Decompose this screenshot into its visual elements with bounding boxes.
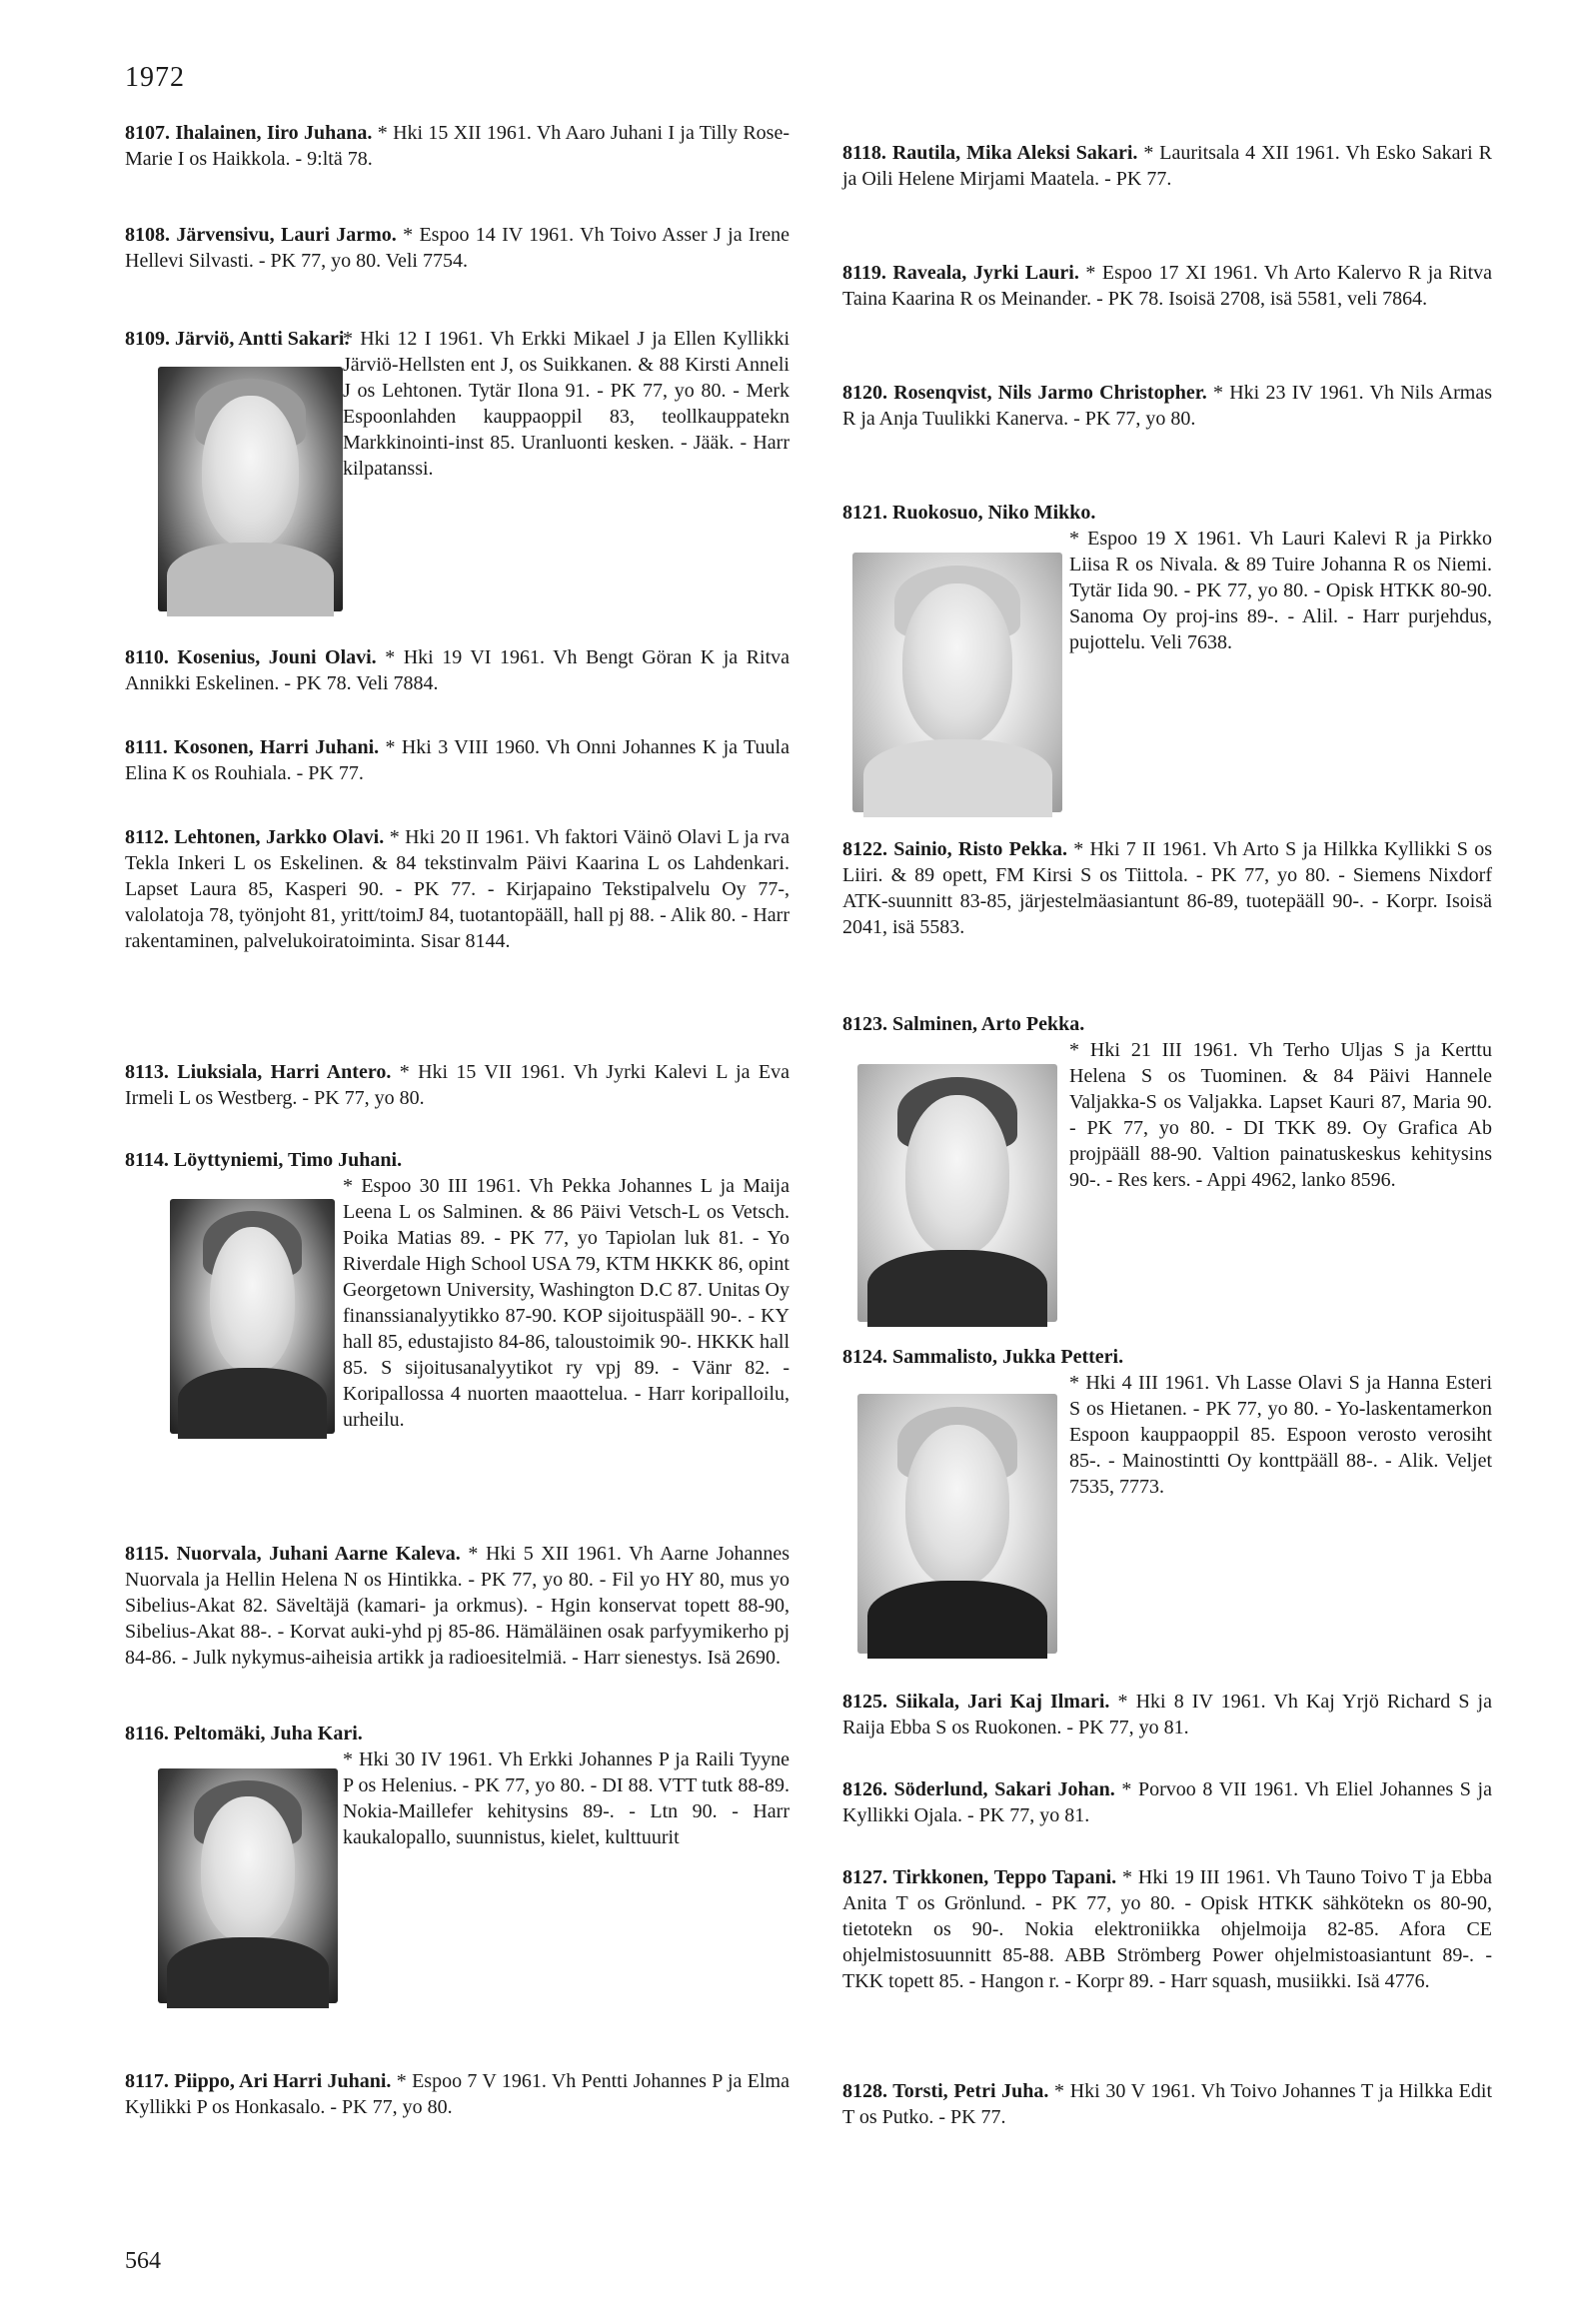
entry-8117 bbox=[125, 2068, 790, 2120]
entry-text: * Espoo 14 IV 1961. Vh Toivo Asser J ja Irene Hellevi Silvasti. - PK 77, yo 80. Veli 7754. bbox=[125, 224, 791, 272]
entry-text: * Hki 19 VI 1961. Vh Bengt Göran K ja Ritva Annikki Eskelinen. - PK 78. Veli 7884. bbox=[125, 646, 790, 694]
entry-text: * Hki 21 III 1961. Vh Terho Uljas S ja Kerttu Helena S os Tuominen. & 84 Päivi Hannele Valjakka-S os Valjakka. Lapset Kauri 87, Maria 90. - PK 77, yo 80. - DI TKK 89. Oy Grafica Ab projpääll 88-90. Valtion painatuskeskus kehitysins 90-. - Res kers. - Appi 4962, lanko 8596. bbox=[1069, 1039, 1492, 1191]
entry-text: * Porvoo 8 VII 1961. Vh Eliel Johannes S ja Kyllikki Ojala. - PK 77, yo 81. bbox=[842, 1778, 1492, 1826]
entry-8122 bbox=[842, 836, 1492, 940]
entry-name: 8110. Kosenius, Jouni Olavi. bbox=[125, 646, 377, 668]
entry-name: 8118. Rautila, Mika Aleksi Sakari. bbox=[842, 142, 1138, 164]
entry-text: * Hki 3 VIII 1960. Vh Onni Johannes K ja Tuula Elina K os Rouhiala. - PK 77. bbox=[125, 736, 790, 784]
entry-text: * Espoo 19 X 1961. Vh Lauri Kalevi R ja Pirkko Liisa R os Nivala. & 89 Tuire Johanna R os Niemi. Tytär Iida 90. - PK 77, yo 80. - Opisk HTKK 80-90. Sanoma Oy proj-ins 89-. - Alil. - Harr purjehdus, pujottelu. Veli 7638. bbox=[1069, 528, 1492, 653]
entry-8121 bbox=[842, 500, 1492, 655]
entry-8125 bbox=[842, 1689, 1492, 1741]
entry-text: * Hki 19 III 1961. Vh Tauno Toivo T ja Ebba Anita T os Grönlund. - PK 77, yo 80. - Opisk HTKK sähkötekn os 80-90, tietotekn os 90-. Nokia elektroniikka ohjelmoija 82-85. Afora CE ohjelmistosuunnitt 85-88. ABB Strömberg Power ohjelmistoasiantunt 89-. - TKK topett 85. - Hangon r. - Korpr 89. - Harr squash, musiikki. Isä 4776. bbox=[842, 1866, 1492, 1992]
entry-8115 bbox=[125, 1541, 790, 1671]
entry-8116 bbox=[125, 1721, 790, 1850]
entry-name: 8113. Liuksiala, Harri Antero. bbox=[125, 1061, 392, 1083]
entry-8111 bbox=[125, 734, 790, 786]
entry-name: 8123. Salminen, Arto Pekka. bbox=[842, 1013, 1085, 1035]
entry-text: * Hki 30 V 1961. Vh Toivo Johannes T ja Hilkka Edit T os Putko. - PK 77. bbox=[842, 2080, 1492, 2128]
entry-text: * Lauritsala 4 XII 1961. Vh Esko Sakari R ja Oili Helene Mirjami Maatela. - PK 77. bbox=[842, 142, 1492, 190]
entry-8113 bbox=[125, 1059, 790, 1111]
entry-name: 8122. Sainio, Risto Pekka. bbox=[842, 838, 1067, 860]
entry-name: 8108. Järvensivu, Lauri Jarmo. bbox=[125, 224, 397, 246]
entry-8112 bbox=[125, 824, 790, 954]
entry-name: 8126. Söderlund, Sakari Johan. bbox=[842, 1778, 1115, 1800]
entry-8110 bbox=[125, 644, 790, 696]
entry-name: 8128. Torsti, Petri Juha. bbox=[842, 2080, 1049, 2102]
entry-text: * Hki 4 III 1961. Vh Lasse Olavi S ja Hanna Esteri S os Hietanen. - PK 77, yo 80. - Yo-laskentamerkon Espoon kauppaoppil 85. Espoon verosto verosiht 85-. - Mainostintti Oy konttpääll 88-. - Alik. Veljet 7535, 7773. bbox=[1069, 1372, 1492, 1498]
entry-name: 8120. Rosenqvist, Nils Jarmo Christopher. bbox=[842, 382, 1207, 404]
entry-8119 bbox=[842, 260, 1492, 312]
entry-text: * Hki 30 IV 1961. Vh Erkki Johannes P ja Raili Tyyne P os Helenius. - PK 77, yo 80. - DI 88. VTT tutk 88-89. Nokia-Maillefer kehitysins 89-. - Ltn 90. - Harr kaukalopallo, suunnistus, kielet, kulttuurit bbox=[343, 1748, 790, 1848]
entry-8109 bbox=[125, 326, 790, 482]
entry-8128 bbox=[842, 2078, 1492, 2130]
entry-name: 8124. Sammalisto, Jukka Petteri. bbox=[842, 1346, 1124, 1368]
entry-8126 bbox=[842, 1776, 1492, 1828]
entry-8118 bbox=[842, 140, 1492, 192]
entry-text: * Hki 20 II 1961. Vh faktori Väinö Olavi L ja rva Tekla Inkeri L os Eskelinen. & 84 tekstinvalm Päivi Kaarina L os Lahdenkari. Lapset Laura 85, Kasperi 90. - PK 77. - Kirjapaino Tekstipalvelu Oy 77-, valolatoja 78, työnjoht 81, yritt/toimJ 84, tuotantopääll, hall pj 88. - Alik 80. - Harr rakentaminen, palvelukoiratoiminta. Sisar 8144. bbox=[125, 826, 791, 952]
entry-8108 bbox=[125, 222, 790, 274]
entry-text: * Hki 15 XII 1961. Vh Aaro Juhani I ja Tilly Rose-Marie I os Haikkola. - 9:ltä 78. bbox=[125, 122, 790, 170]
entry-8107 bbox=[125, 120, 790, 172]
entry-name: 8109. Järviö, Antti Sakari. bbox=[125, 328, 350, 350]
entry-name: 8117. Piippo, Ari Harri Juhani. bbox=[125, 2070, 392, 2092]
entry-text: * Hki 23 IV 1961. Vh Nils Armas R ja Anja Tuulikki Kanerva. - PK 77, yo 80. bbox=[842, 382, 1492, 430]
entry-name: 8119. Raveala, Jyrki Lauri. bbox=[842, 262, 1079, 284]
page-year-header: 1972 bbox=[125, 62, 185, 93]
entry-name: 8127. Tirkkonen, Teppo Tapani. bbox=[842, 1866, 1117, 1888]
entry-name: 8116. Peltomäki, Juha Kari. bbox=[125, 1723, 363, 1744]
entry-name: 8114. Löyttyniemi, Timo Juhani. bbox=[125, 1149, 403, 1171]
entry-name: 8121. Ruokosuo, Niko Mikko. bbox=[842, 502, 1096, 524]
entry-name: 8112. Lehtonen, Jarkko Olavi. bbox=[125, 826, 385, 848]
entry-text: * Hki 8 IV 1961. Vh Kaj Yrjö Richard S ja Raija Ebba S os Ruokonen. - PK 77, yo 81. bbox=[842, 1691, 1492, 1739]
entry-8123 bbox=[842, 1011, 1492, 1193]
entry-text: * Espoo 30 III 1961. Vh Pekka Johannes L ja Maija Leena L os Salminen. & 86 Päivi Vetsch-L os Vetsch. Poika Matias 89. - PK 77, yo Tapiolan luk 81. - Yo Riverdale High School USA 79, KTM HKKK 86, opint Georgetown University, Washington D.C 87. Unitas Oy finanssianalyytikko 87-90. KOP sijoituspääll 90-. - KY hall 85, edustajisto 84-86, taloustoimik 90-. HKKK hall 85. S sijoitusanalyytikot ry vpj 89. - Vänr 82. - Koripallossa 4 nuorten maaottelua. - Harr koripalloilu, urheilu. bbox=[343, 1175, 790, 1431]
entry-8127 bbox=[842, 1864, 1492, 1994]
entry-8120 bbox=[842, 380, 1492, 432]
entry-text: * Hki 15 VII 1961. Vh Jyrki Kalevi L ja Eva Irmeli L os Westberg. - PK 77, yo 80. bbox=[125, 1061, 791, 1109]
entry-text: * Espoo 17 XI 1961. Vh Arto Kalervo R ja Ritva Taina Kaarina R os Meinander. - PK 78. Isoisä 2708, isä 5581, veli 7864. bbox=[842, 262, 1492, 310]
page-number: 564 bbox=[125, 2248, 161, 2274]
entry-8124 bbox=[842, 1344, 1492, 1500]
entry-text: * Hki 7 II 1961. Vh Arto S ja Hilkka Kyllikki S os Liiri. & 89 opett, FM Kirsi S os Tiittola. - PK 77, yo 80. - Siemens Nixdorf ATK-suunnitt 83-85, järjestelmäasiantunt 86-89, tuotepääll 90-. - Korpr. Isoisä 2041, isä 5583. bbox=[842, 838, 1492, 938]
entry-text: * Hki 5 XII 1961. Vh Aarne Johannes Nuorvala ja Hellin Helena N os Hintikka. - PK 77, yo 80. - Fil yo HY 80, mus yo Sibelius-Akat 82. Säveltäjä (kamari- ja orkmus). - Hgin konservat topett 88-90, Sibelius-Akat 88-. - Korvat auki-yhd pj 85-86. Hämäläinen osak parfyymikerho pj 84-86. - Julk nykymus-aiheisia artikk ja radioesitelmiä. - Harr sienestys. Isä 2690. bbox=[125, 1543, 791, 1669]
entry-text: * Hki 12 I 1961. Vh Erkki Mikael J ja Ellen Kyllikki Järviö-Hellsten ent J, os Suikkanen. & 88 Kirsti Anneli J os Lehtonen. Tytär Ilona 91. - PK 77, yo 80. - Merk Espoonlahden kauppaoppil 83, teollkauppatekn Markkinointi-inst 85. Uranluonti kesken. - Jääk. - Harr kilpatanssi. bbox=[343, 328, 790, 480]
entry-name: 8115. Nuorvala, Juhani Aarne Kaleva. bbox=[125, 1543, 461, 1565]
entry-text: * Espoo 7 V 1961. Vh Pentti Johannes P ja Elma Kyllikki P os Honkasalo. - PK 77, yo 80. bbox=[125, 2070, 790, 2118]
entry-name: 8111. Kosonen, Harri Juhani. bbox=[125, 736, 380, 758]
entry-8114 bbox=[125, 1147, 790, 1433]
entry-name: 8107. Ihalainen, Iiro Juhana. bbox=[125, 122, 373, 144]
entry-name: 8125. Siikala, Jari Kaj Ilmari. bbox=[842, 1691, 1110, 1713]
